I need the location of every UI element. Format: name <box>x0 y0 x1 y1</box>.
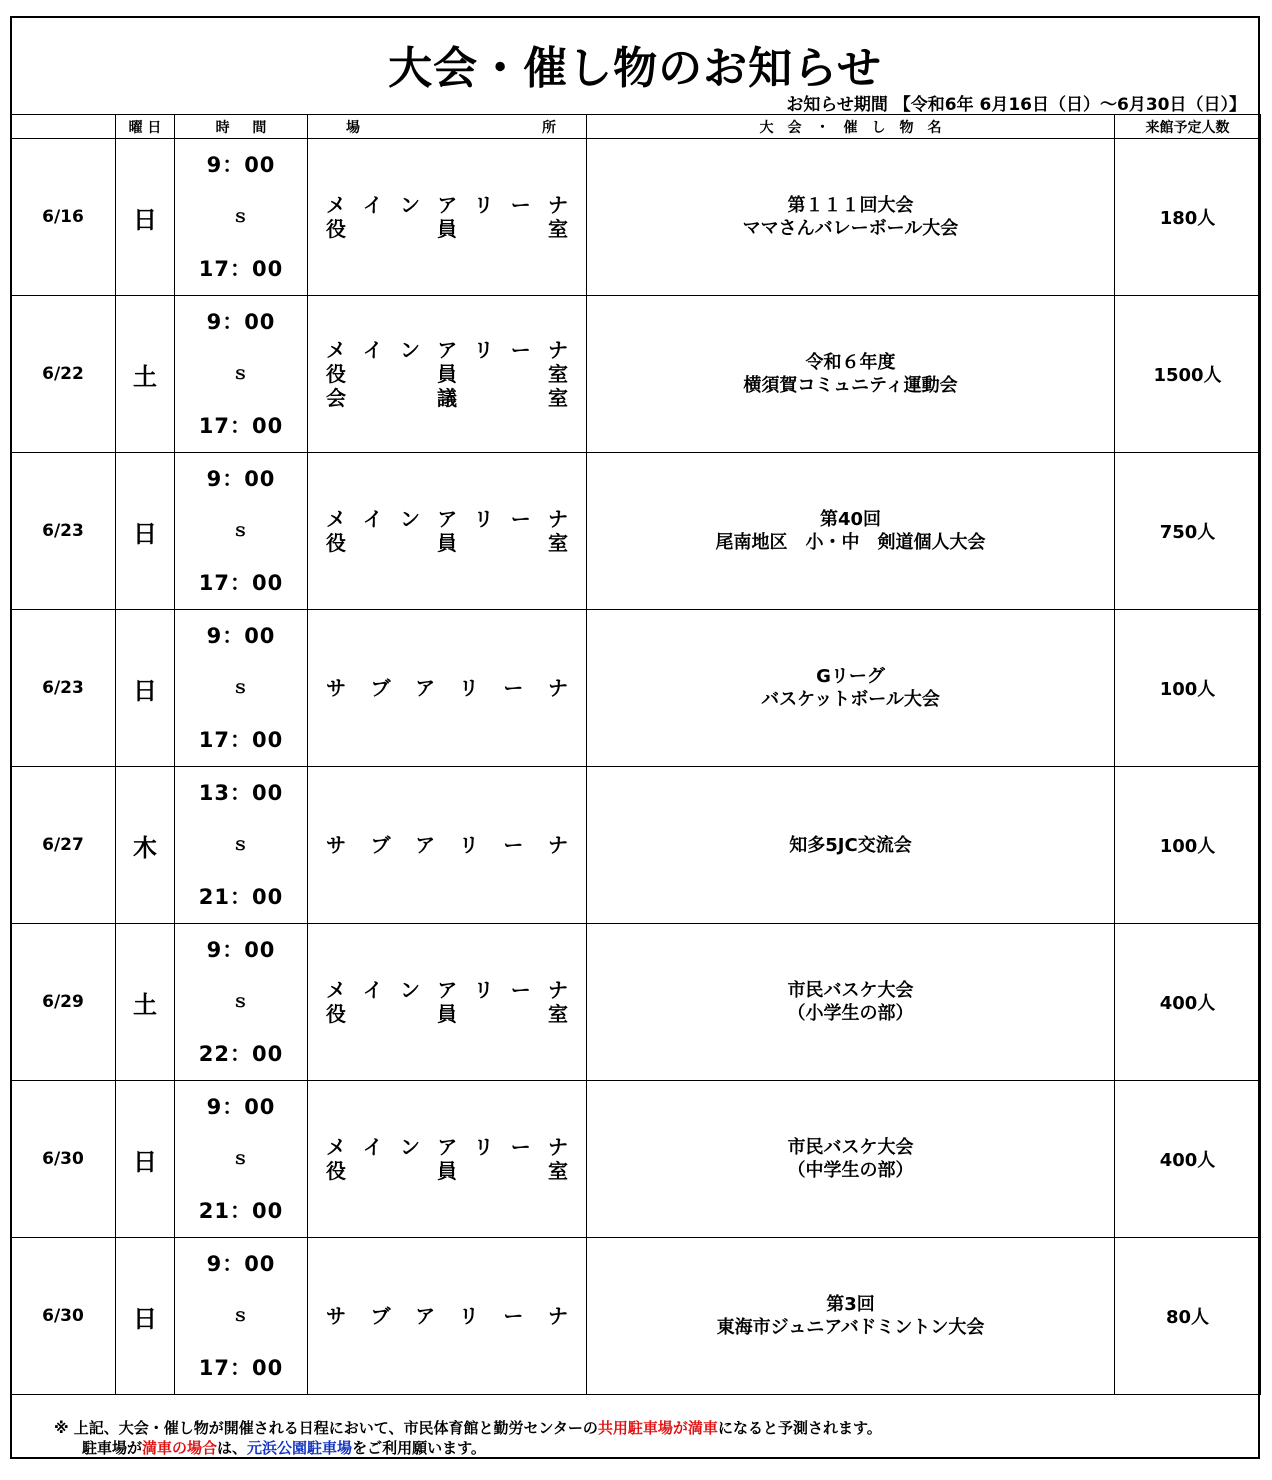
event-cell <box>587 767 1115 924</box>
event-line: 第１１１回大会 <box>787 195 914 216</box>
event-line: 知多5JC交流会 <box>789 834 912 856</box>
start-time: 9：00 <box>206 938 276 962</box>
place-line: サブアリーナ <box>326 833 568 857</box>
time-separator: ｓ <box>231 1305 251 1326</box>
time-separator: ｓ <box>231 1148 251 1169</box>
place-line: メインアリーナ <box>326 338 568 362</box>
count-cell: 100人 <box>1115 610 1261 767</box>
weekday-cell: 日 <box>116 610 175 767</box>
note-text: をご利用願います。 <box>352 1439 486 1457</box>
place-cell <box>308 139 587 296</box>
event-cell <box>587 924 1115 1081</box>
time-cell <box>175 1081 308 1238</box>
table-row <box>11 1238 1261 1395</box>
time-cell <box>175 1238 308 1395</box>
parking-note <box>54 1418 882 1458</box>
header-place <box>308 115 587 139</box>
start-time: 13：00 <box>198 781 284 805</box>
note-highlight-red: 共用駐車場が満車 <box>597 1419 718 1437</box>
place-line: 役員室 <box>326 1159 568 1183</box>
place-cell <box>308 767 587 924</box>
place-line: 会議室 <box>326 386 568 410</box>
time-separator: ｓ <box>231 363 251 384</box>
event-cell <box>587 453 1115 610</box>
note-text: になると予測されます。 <box>717 1419 882 1437</box>
page-title: 大会・催し物のお知らせ <box>388 43 882 94</box>
header-time: 時 間 <box>175 115 308 139</box>
table-row <box>11 139 1261 296</box>
note-text: 駐車場が <box>82 1439 143 1457</box>
date-cell: 6/30 <box>11 1081 116 1238</box>
end-time: 17：00 <box>198 414 284 438</box>
time-cell <box>175 924 308 1081</box>
place-line: 役員室 <box>326 362 568 386</box>
table-row <box>11 453 1261 610</box>
place-cell <box>308 1081 587 1238</box>
count-cell: 100人 <box>1115 767 1261 924</box>
start-time: 9：00 <box>206 1252 276 1276</box>
event-line: 市民バスケ大会 <box>787 980 914 1001</box>
place-cell <box>308 296 587 453</box>
date-cell: 6/30 <box>11 1238 116 1395</box>
end-time: 17：00 <box>198 257 284 281</box>
event-cell <box>587 139 1115 296</box>
header-date <box>11 115 116 139</box>
note-highlight-red: 満車の場合 <box>142 1439 218 1457</box>
end-time: 22：00 <box>198 1042 284 1066</box>
time-separator: ｓ <box>231 834 251 855</box>
place-line: メインアリーナ <box>326 193 568 217</box>
table-row <box>11 1081 1261 1238</box>
event-line: バスケットボール大会 <box>761 689 940 710</box>
place-line: メインアリーナ <box>326 507 568 531</box>
time-separator: ｓ <box>231 206 251 227</box>
end-time: 21：00 <box>198 1199 284 1223</box>
count-cell: 750人 <box>1115 453 1261 610</box>
event-cell <box>587 1081 1115 1238</box>
count-cell: 1500人 <box>1115 296 1261 453</box>
event-line: （中学生の部） <box>787 1160 914 1181</box>
date-cell: 6/16 <box>11 139 116 296</box>
end-time: 21：00 <box>198 885 284 909</box>
count-cell: 80人 <box>1115 1238 1261 1395</box>
header-place-a: 場 <box>346 119 360 136</box>
start-time: 9：00 <box>206 153 276 177</box>
weekday-cell: 土 <box>116 296 175 453</box>
place-line: サブアリーナ <box>326 676 568 700</box>
time-separator: ｓ <box>231 520 251 541</box>
event-line: Gリーグ <box>816 666 885 687</box>
count-cell: 400人 <box>1115 924 1261 1081</box>
event-line: （小学生の部） <box>787 1003 914 1024</box>
event-line: 令和６年度 <box>805 352 896 373</box>
table-row <box>11 924 1261 1081</box>
place-line: 役員室 <box>326 217 568 241</box>
notice-sheet <box>10 16 1260 1459</box>
header-count: 来館予定人数 <box>1115 115 1261 139</box>
notice-period: お知らせ期間 【令和6年 6月16日（日）～6月30日（日）】 <box>786 95 1246 115</box>
note-text: は、 <box>217 1439 248 1457</box>
schedule-table <box>10 114 1261 1395</box>
date-cell: 6/23 <box>11 610 116 767</box>
note-text: ※ 上記、大会・催し物が開催される日程において、市民体育館と勤労センターの <box>54 1419 598 1437</box>
place-line: サブアリーナ <box>326 1304 568 1328</box>
weekday-cell: 日 <box>116 453 175 610</box>
event-cell <box>587 1238 1115 1395</box>
count-cell: 400人 <box>1115 1081 1261 1238</box>
time-cell <box>175 453 308 610</box>
weekday-cell: 土 <box>116 924 175 1081</box>
table-row <box>11 767 1261 924</box>
end-time: 17：00 <box>198 1356 284 1380</box>
table-row <box>11 610 1261 767</box>
time-separator: ｓ <box>231 677 251 698</box>
place-cell <box>308 610 587 767</box>
event-line: 市民バスケ大会 <box>787 1137 914 1158</box>
place-cell <box>308 924 587 1081</box>
place-line: 役員室 <box>326 1002 568 1026</box>
time-cell <box>175 610 308 767</box>
end-time: 17：00 <box>198 571 284 595</box>
place-line: メインアリーナ <box>326 978 568 1002</box>
date-cell: 6/22 <box>11 296 116 453</box>
table-header-row <box>11 115 1261 139</box>
weekday-cell: 日 <box>116 1081 175 1238</box>
event-line: 尾南地区 小・中 剣道個人大会 <box>715 532 986 553</box>
place-line: 役員室 <box>326 531 568 555</box>
event-line: 横須賀コミュニティ運動会 <box>743 375 958 396</box>
time-separator: ｓ <box>231 991 251 1012</box>
date-cell: 6/23 <box>11 453 116 610</box>
start-time: 9：00 <box>206 467 276 491</box>
date-cell: 6/27 <box>11 767 116 924</box>
table-row <box>11 296 1261 453</box>
event-line: 第3回 <box>826 1294 875 1315</box>
start-time: 9：00 <box>206 1095 276 1119</box>
note-line-2 <box>54 1438 882 1458</box>
note-line-1 <box>54 1418 882 1438</box>
header-weekday: 曜 日 <box>116 115 175 139</box>
time-cell <box>175 139 308 296</box>
place-line: メインアリーナ <box>326 1135 568 1159</box>
weekday-cell: 日 <box>116 139 175 296</box>
place-cell <box>308 453 587 610</box>
weekday-cell: 木 <box>116 767 175 924</box>
end-time: 17：00 <box>198 728 284 752</box>
header-place-b: 所 <box>542 119 556 136</box>
start-time: 9：00 <box>206 310 276 334</box>
header-event: 大 会 ・ 催 し 物 名 <box>587 115 1115 139</box>
start-time: 9：00 <box>206 624 276 648</box>
event-line: ママさんバレーボール大会 <box>742 218 959 239</box>
event-cell <box>587 296 1115 453</box>
event-cell <box>587 610 1115 767</box>
event-line: 東海市ジュニアバドミントン大会 <box>716 1317 985 1338</box>
time-cell <box>175 296 308 453</box>
date-cell: 6/29 <box>11 924 116 1081</box>
time-cell <box>175 767 308 924</box>
place-cell <box>308 1238 587 1395</box>
weekday-cell: 日 <box>116 1238 175 1395</box>
note-highlight-blue: 元浜公園駐車場 <box>247 1439 353 1457</box>
event-line: 第40回 <box>819 509 882 530</box>
count-cell: 180人 <box>1115 139 1261 296</box>
